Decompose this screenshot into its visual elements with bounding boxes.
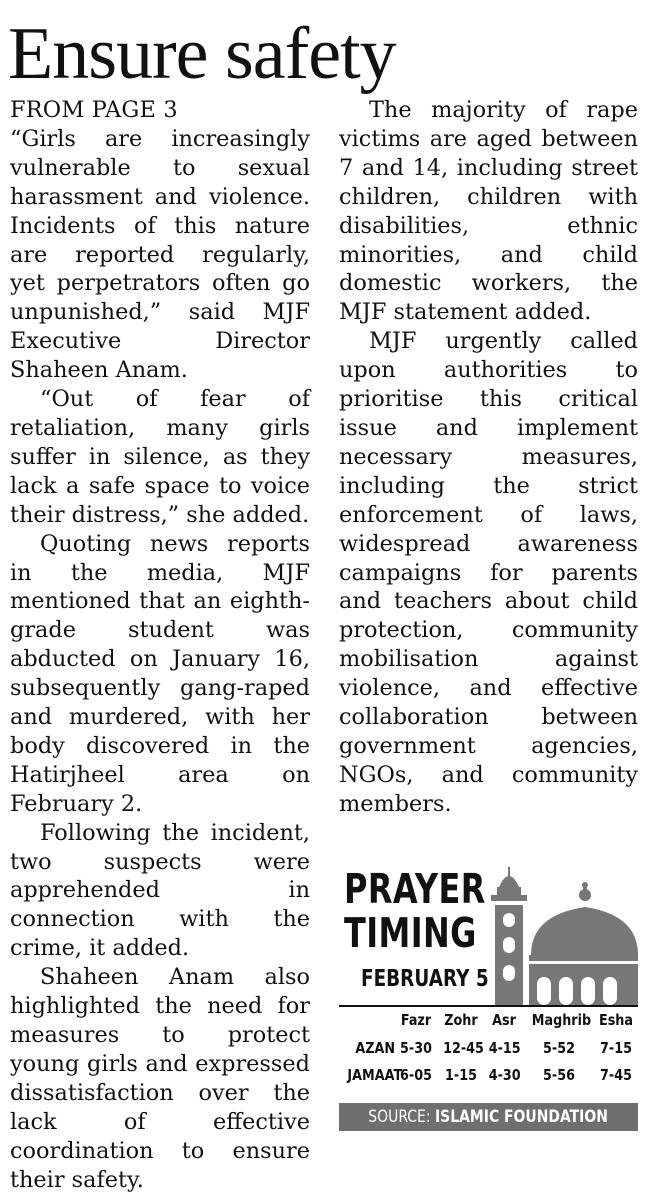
prayer-time: 4-15 <box>488 1039 521 1057</box>
article-paragraph: “Out of fear of retaliation, many girls suffer in silence, as they lack a safe space to voice their distress,” she added. <box>10 386 310 528</box>
row-label: AZAN <box>355 1039 395 1057</box>
article-column-1 <box>10 96 310 1194</box>
prayer-row-jamaat <box>339 1066 638 1093</box>
source-credit <box>339 1103 638 1131</box>
prayer-header-row <box>339 1011 638 1039</box>
prayer-row-azan <box>339 1039 638 1066</box>
prayer-title-line1: PRAYER <box>344 865 486 913</box>
prayer-time: 5-56 <box>543 1066 575 1084</box>
headline: Ensure safety <box>8 13 396 95</box>
article-paragraph: Following the incident, two suspects were apprehended in connection with the crime, it added. <box>10 819 310 962</box>
prayer-time: 5-30 <box>400 1039 432 1057</box>
source-label: SOURCE: <box>368 1107 431 1127</box>
prayer-timing-box <box>339 865 638 1133</box>
prayer-time: 1-15 <box>445 1066 477 1084</box>
article-column-2 <box>339 96 638 819</box>
prayer-time: 5-52 <box>543 1039 575 1057</box>
prayer-date: FEBRUARY 5 <box>361 966 489 992</box>
article-paragraph: The majority of rape victims are aged between 7 and 14, including street children, children with disabilities, ethnic minorities, and child domestic workers, the MJF statement added. <box>339 97 638 326</box>
article-paragraph: MJF urgently called upon authorities to prioritise this critical issue and implement necessary measures, including the strict enforcement of laws, widespread awareness campaigns for parents and teachers about child protection, community mobilisation against violence, and effective collaboration between government agencies, NGOs, and community members. <box>339 328 638 817</box>
prayer-title-line2: TIMING <box>344 909 477 957</box>
prayer-time: 12-45 <box>443 1039 484 1057</box>
continuation-kicker: FROM PAGE 3 <box>10 97 178 123</box>
prayer-time: 4-30 <box>488 1066 521 1084</box>
prayer-divider <box>339 1005 638 1007</box>
column-header: Zohr <box>444 1011 478 1029</box>
source-name: ISLAMIC FOUNDATION <box>435 1107 609 1127</box>
row-label: JAMAAT <box>347 1066 403 1084</box>
prayer-time-table <box>339 1011 638 1093</box>
prayer-time: 6-05 <box>400 1066 432 1084</box>
mosque-icon <box>489 865 638 1005</box>
column-header: Maghrib <box>531 1011 592 1029</box>
column-header: Fazr <box>400 1011 432 1029</box>
prayer-time: 7-15 <box>600 1039 632 1057</box>
column-header: Asr <box>492 1011 516 1029</box>
article-paragraph: Quoting news reports in the media, MJF mentioned that an eighth-grade student was abducted on January 16, subsequently gang-raped and murdered, with her body discovered in the Hatirjheel area on February 2. <box>10 530 310 817</box>
column-header: Esha <box>599 1011 633 1029</box>
article-paragraph: “Girls are increasingly vulnerable to sexual harassment and violence. Incidents of this nature are reported regularly, yet perpetrators often go unpunished,” said MJF Executive Director Shaheen Anam. <box>10 125 310 384</box>
article-paragraph: Shaheen Anam also highlighted the need for measures to protect young girls and expressed dissatisfaction over the lack of effective coordination to ensure their safety. <box>10 964 310 1193</box>
prayer-timing-title <box>344 867 486 955</box>
prayer-time: 7-45 <box>600 1066 632 1084</box>
